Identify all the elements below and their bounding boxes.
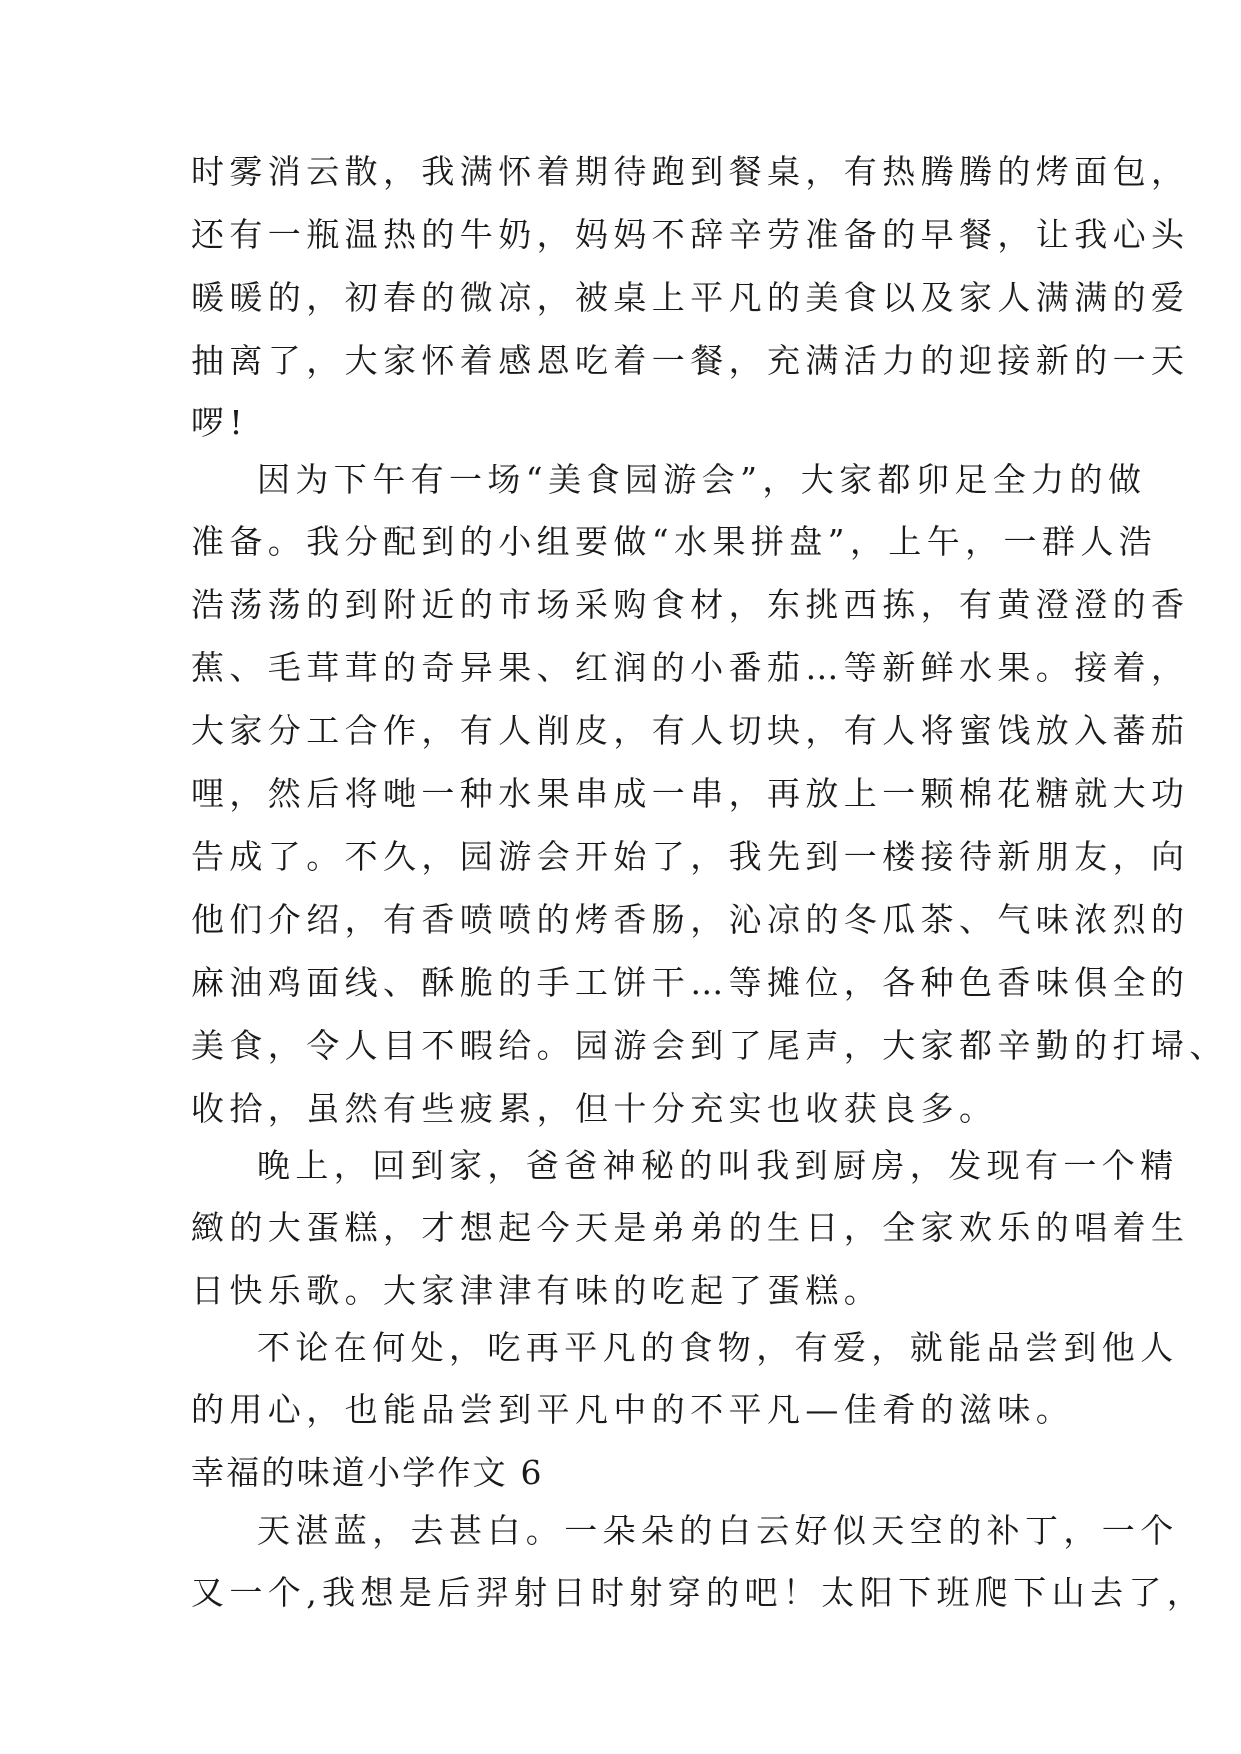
text-line: 緻的大蛋糕，才想起今天是弟弟的生日，全家欢乐的唱着生: [191, 1208, 1190, 1247]
text-line: 啰!: [191, 403, 249, 442]
text-line: 抽离了，大家怀着感恩吃着一餐，充满活力的迎接新的一天: [191, 341, 1190, 380]
text-line: 哩，然后将哋一种水果串成一串，再放上一颗棉花糖就大功: [191, 774, 1190, 813]
text-line: 又一个,我想是后羿射日时射穿的吧！太阳下班爬下山去了，: [191, 1573, 1206, 1612]
text-line: 收拾，虽然有些疲累，但十分充实也收获良多。: [191, 1089, 998, 1128]
section-heading: 幸福的味道小学作文 6: [191, 1453, 544, 1492]
text-line: 麻油鸡面线、酥脆的手工饼干…等摊位，各种色香味俱全的: [191, 963, 1190, 1002]
paragraph-start-line: 晚上，回到家，爸爸神秘的叫我到厨房，发现有一个精: [257, 1146, 1179, 1185]
text-line: 告成了。不久，园游会开始了，我先到一楼接待新朋友，向: [191, 837, 1190, 876]
text-line: 的用心，也能品尝到平凡中的不平凡—佳肴的滋味。: [191, 1390, 1075, 1429]
paragraph-start-line: 天湛蓝，去甚白。一朵朵的白云好似天空的补丁，一个: [257, 1511, 1179, 1550]
text-line: 他们介绍，有香喷喷的烤香肠，沁凉的冬瓜茶、气味浓烈的: [191, 900, 1190, 939]
text-line: 蕉、毛茸茸的奇异果、红润的小番茄…等新鲜水果。接着，: [191, 648, 1190, 687]
text-line: 还有一瓶温热的牛奶，妈妈不辞辛劳准备的早餐，让我心头: [191, 215, 1190, 254]
text-line: 暖暖的，初春的微凉，被桌上平凡的美食以及家人满满的爱: [191, 278, 1190, 317]
text-line: 准备。我分配到的小组要做“水果拼盘”，上午，一群人浩: [191, 522, 1158, 561]
text-line: 日快乐歌。大家津津有味的吃起了蛋糕。: [191, 1271, 883, 1310]
paragraph-start-line: 不论在何处，吃再平凡的食物，有爱，就能品尝到他人: [257, 1328, 1179, 1367]
paragraph-start-line: 因为下午有一场“美食园游会”，大家都卯足全力的做: [257, 460, 1147, 499]
text-line: 大家分工合作，有人削皮，有人切块，有人将蜜饯放入蕃茄: [191, 711, 1190, 750]
text-line: 浩荡荡的到附近的市场采购食材，东挑西拣，有黄澄澄的香: [191, 585, 1190, 624]
text-line: 时雾消云散，我满怀着期待跑到餐桌，有热腾腾的烤面包，: [191, 152, 1190, 191]
text-line: 美食，令人目不暇给。园游会到了尾声，大家都辛勤的打埽、: [191, 1026, 1228, 1065]
